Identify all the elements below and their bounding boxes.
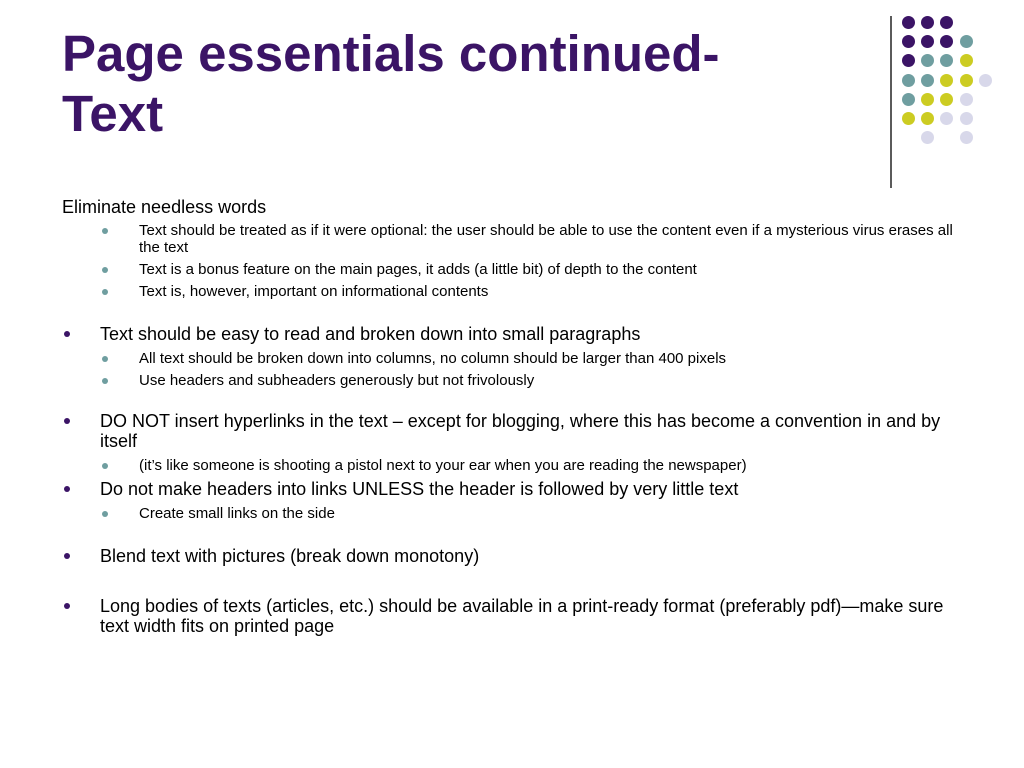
bullet-icon <box>102 378 108 384</box>
main-bullet-text: Do not make headers into links UNLESS the header is followed by very little text <box>100 479 739 499</box>
list-item <box>62 350 962 367</box>
decorative-dot-lavender <box>940 112 953 125</box>
title-line-2: Text <box>62 85 164 142</box>
list-item <box>62 283 962 300</box>
list-item-text: (it’s like someone is shooting a pistol next to your ear when you are reading the newspaper) <box>139 457 747 474</box>
bullet-icon <box>64 486 70 492</box>
decorative-dot-lime <box>960 54 973 67</box>
sublist <box>62 505 962 522</box>
bullet-icon <box>64 603 70 609</box>
decorative-dot-teal <box>960 35 973 48</box>
sublist <box>62 350 962 389</box>
list-item <box>62 261 962 278</box>
decorative-dot-lavender <box>960 93 973 106</box>
decorative-dot-teal <box>902 74 915 87</box>
main-bullet-item <box>62 324 962 344</box>
bullet-icon <box>102 267 108 273</box>
list-item-text: Text should be treated as if it were optional: the user should be able to use the content even if a mysterious virus erases all the text <box>139 222 953 256</box>
list-item <box>62 457 962 474</box>
slide-body <box>62 196 962 636</box>
list-item <box>62 222 962 256</box>
main-bullet-item <box>62 479 962 499</box>
decorative-dot-lime <box>940 74 953 87</box>
main-bullet-item <box>62 596 962 636</box>
decorative-dot-lime <box>921 112 934 125</box>
list-item <box>62 505 962 522</box>
main-bullet-text: Blend text with pictures (break down monotony) <box>100 546 480 566</box>
main-bullet-item <box>62 411 962 451</box>
bullet-icon <box>102 356 108 362</box>
main-bullet-list <box>62 324 962 636</box>
decorative-dot-teal <box>921 54 934 67</box>
bullet-icon <box>102 511 108 517</box>
decorative-dot-lime <box>940 93 953 106</box>
title-line-1: Page essentials continued- <box>62 25 720 82</box>
main-bullet-text: Long bodies of texts (articles, etc.) should be available in a print-ready format (preferably pdf)—make sure text width fits on printed page <box>100 596 944 636</box>
title-divider-line <box>890 16 892 188</box>
decorative-dot-purple <box>940 16 953 29</box>
decorative-dot-purple <box>940 35 953 48</box>
decorative-dot-lime <box>902 112 915 125</box>
list-item-text: All text should be broken down into columns, no column should be larger than 400 pixels <box>139 350 727 367</box>
decorative-dot-purple <box>902 35 915 48</box>
decorative-dot-teal <box>940 54 953 67</box>
decorative-dot-lavender <box>960 112 973 125</box>
decorative-dot-teal <box>921 74 934 87</box>
sublist-container <box>62 505 962 522</box>
decorative-dot-lime <box>960 74 973 87</box>
decorative-dot-lavender <box>960 131 973 144</box>
bullet-icon <box>64 331 70 337</box>
bullet-icon <box>102 228 108 234</box>
decorative-dot-purple <box>902 54 915 67</box>
sublist-container <box>62 457 962 474</box>
sublist <box>62 457 962 474</box>
list-item-text: Text is, however, important on informational contents <box>139 283 489 300</box>
decorative-dot-purple <box>902 16 915 29</box>
decorative-dot-grid <box>900 10 1020 170</box>
intro-heading: Eliminate needless words <box>62 197 267 217</box>
main-bullet-text: Text should be easy to read and broken down into small paragraphs <box>100 324 641 344</box>
main-bullet-item <box>62 546 962 566</box>
slide-title <box>62 24 862 144</box>
list-item-text: Create small links on the side <box>139 505 335 522</box>
bullet-icon <box>64 418 70 424</box>
decorative-dot-lavender <box>921 131 934 144</box>
main-bullet-text: DO NOT insert hyperlinks in the text – except for blogging, where this has become a convention in and by itself <box>100 411 941 451</box>
list-item-text: Text is a bonus feature on the main pages, it adds (a little bit) of depth to the content <box>139 261 697 278</box>
sublist-container <box>62 350 962 389</box>
list-item <box>62 372 962 389</box>
decorative-dot-purple <box>921 35 934 48</box>
intro-sublist <box>62 222 962 300</box>
decorative-dot-purple <box>921 16 934 29</box>
decorative-dot-lime <box>921 93 934 106</box>
decorative-dot-teal <box>902 93 915 106</box>
bullet-icon <box>102 289 108 295</box>
bullet-icon <box>64 553 70 559</box>
bullet-icon <box>102 463 108 469</box>
decorative-dot-lavender <box>979 74 992 87</box>
list-item-text: Use headers and subheaders generously but not frivolously <box>139 372 535 389</box>
